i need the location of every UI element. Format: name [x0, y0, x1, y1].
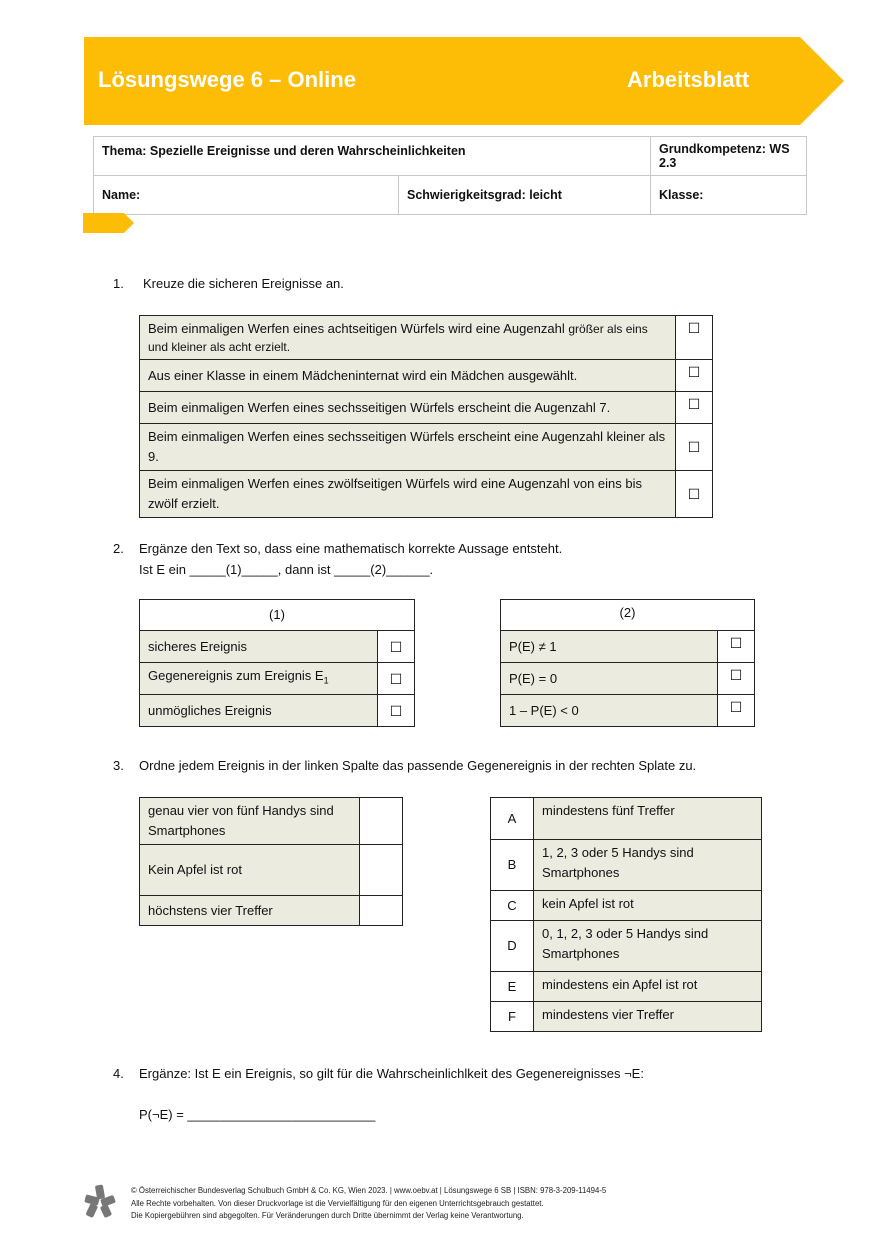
q1-row: Beim einmaligen Werfen eines sechsseitigen Würfels erscheint die Augenzahl 7. — [140, 392, 676, 424]
q2-t1-option: sicheres Ereignis — [140, 631, 378, 663]
question-1 — [113, 276, 344, 291]
q2-number: 2. — [113, 541, 124, 556]
q2-t2-checkbox[interactable]: ☐ — [718, 695, 755, 727]
q1-checkbox[interactable]: ☐ — [676, 471, 713, 518]
q3-event: genau vier von fünf Handys sind Smartphones — [140, 798, 360, 845]
q3-event: höchstens vier Treffer — [140, 896, 360, 926]
q3-letter: F — [491, 1002, 534, 1032]
q2-t1-checkbox[interactable]: ☐ — [378, 663, 415, 695]
q1-number: 1. — [113, 276, 124, 291]
q3-number: 3. — [113, 758, 124, 773]
q1-row-text-b: größer als eins und kleiner als acht erzielt. — [148, 322, 648, 354]
publisher-logo — [84, 1184, 116, 1218]
q1-checkbox[interactable]: ☐ — [676, 424, 713, 471]
q2-t1-option: unmögliches Ereignis — [140, 695, 378, 727]
q3-counter-event: kein Apfel ist rot — [534, 891, 762, 921]
q3-letter: D — [491, 921, 534, 972]
q3-answer-cell[interactable] — [360, 845, 403, 896]
book-title: Lösungswege 6 – Online — [98, 67, 356, 92]
q4-answer-line[interactable]: P(¬E) = __________________________ — [139, 1107, 376, 1122]
q2-t1-header: (1) — [140, 600, 415, 631]
info-table — [93, 136, 807, 215]
question-4 — [113, 1066, 644, 1081]
q2-t2-header: (2) — [501, 600, 755, 631]
q3-right-table — [490, 797, 762, 1032]
q1-row-text-a: Beim einmaligen Werfen eines achtseitigen Würfels wird eine Augenzahl — [148, 321, 565, 336]
question-3 — [113, 758, 697, 773]
q1-row — [140, 316, 676, 360]
q3-letter: B — [491, 840, 534, 891]
q1-table — [139, 315, 713, 518]
q1-row: Beim einmaligen Werfen eines sechsseitigen Würfels erscheint eine Augenzahl kleiner als 9. — [140, 424, 676, 471]
competence: Grundkompetenz: WS 2.3 — [651, 137, 807, 176]
q3-letter: A — [491, 798, 534, 840]
class-field[interactable]: Klasse: — [651, 176, 807, 215]
topic: Thema: Spezielle Ereignisse und deren Wahrscheinlichkeiten — [94, 137, 651, 176]
q3-answer-cell[interactable] — [360, 798, 403, 845]
q2-table-1 — [139, 599, 415, 727]
difficulty: Schwierigkeitsgrad: leicht — [399, 176, 651, 215]
q2-t1-option-sub: 1 — [323, 675, 329, 686]
q2-line2: Ist E ein _____(1)_____, dann ist _____(2)______. — [139, 562, 434, 577]
header-banner — [84, 37, 844, 125]
footer-copyright: © Österreichischer Bundesverlag Schulbuch GmbH & Co. KG, Wien 2023. | www.oebv.at | Lösungswege 6 SB | ISBN: 978-3-209-11494-5 — [131, 1186, 607, 1195]
q2-t1-option — [140, 663, 378, 695]
q2-table-2 — [500, 599, 755, 727]
q3-text: Ordne jedem Ereignis in der linken Spalte das passende Gegenereignis in der rechten Splate zu. — [139, 758, 697, 773]
name-field[interactable]: Name: — [94, 176, 399, 215]
q2-line1: Ergänze den Text so, dass eine mathematisch korrekte Aussage entsteht. — [139, 541, 563, 556]
q3-counter-event: 1, 2, 3 oder 5 Handys sind Smartphones — [534, 840, 762, 891]
q1-checkbox[interactable]: ☐ — [676, 316, 713, 360]
section-arrow — [83, 213, 135, 234]
q2-t1-option-text: Gegenereignis zum Ereignis E — [148, 668, 324, 684]
q1-text: Kreuze die sicheren Ereignisse an. — [143, 276, 344, 291]
q3-counter-event: mindestens ein Apfel ist rot — [534, 972, 762, 1002]
q2-t2-option: P(E) ≠ 1 — [501, 631, 718, 663]
footer-disclaimer: Die Kopiergebühren sind abgegolten. Für Veränderungen durch Dritte übernimmt der Verlag keine Verantwortung. — [131, 1211, 524, 1220]
q2-t2-checkbox[interactable]: ☐ — [718, 631, 755, 663]
q4-text: Ergänze: Ist E ein Ereignis, so gilt für die Wahrscheinlichlkeit des Gegenereignisses ¬E: — [139, 1066, 644, 1081]
q1-checkbox[interactable]: ☐ — [676, 360, 713, 392]
q2-t1-checkbox[interactable]: ☐ — [378, 695, 415, 727]
q1-checkbox[interactable]: ☐ — [676, 392, 713, 424]
q3-left-table — [139, 797, 403, 926]
q3-counter-event: mindestens vier Treffer — [534, 1002, 762, 1032]
q3-answer-cell[interactable] — [360, 896, 403, 926]
q4-number: 4. — [113, 1066, 124, 1081]
q2-t2-option: 1 – P(E) < 0 — [501, 695, 718, 727]
q2-t2-option: P(E) = 0 — [501, 663, 718, 695]
q1-row: Aus einer Klasse in einem Mädcheninternat wird ein Mädchen ausgewählt. — [140, 360, 676, 392]
question-2 — [113, 538, 563, 577]
footer — [131, 1185, 606, 1223]
q3-counter-event: mindestens fünf Treffer — [534, 798, 762, 840]
footer-rights: Alle Rechte vorbehalten. Von dieser Druckvorlage ist die Vervielfältigung für den eigenen Unterrichtsgebrauch gestattet. — [131, 1198, 544, 1208]
q3-event: Kein Apfel ist rot — [140, 845, 360, 896]
q2-t2-checkbox[interactable]: ☐ — [718, 663, 755, 695]
q3-counter-event: 0, 1, 2, 3 oder 5 Handys sind Smartphones — [534, 921, 762, 972]
q1-row: Beim einmaligen Werfen eines zwölfseitigen Würfels wird eine Augenzahl von eins bis zwölf erzielt. — [140, 471, 676, 518]
doc-type: Arbeitsblatt — [627, 67, 750, 92]
q3-letter: E — [491, 972, 534, 1002]
q3-letter: C — [491, 891, 534, 921]
q2-t1-checkbox[interactable]: ☐ — [378, 631, 415, 663]
